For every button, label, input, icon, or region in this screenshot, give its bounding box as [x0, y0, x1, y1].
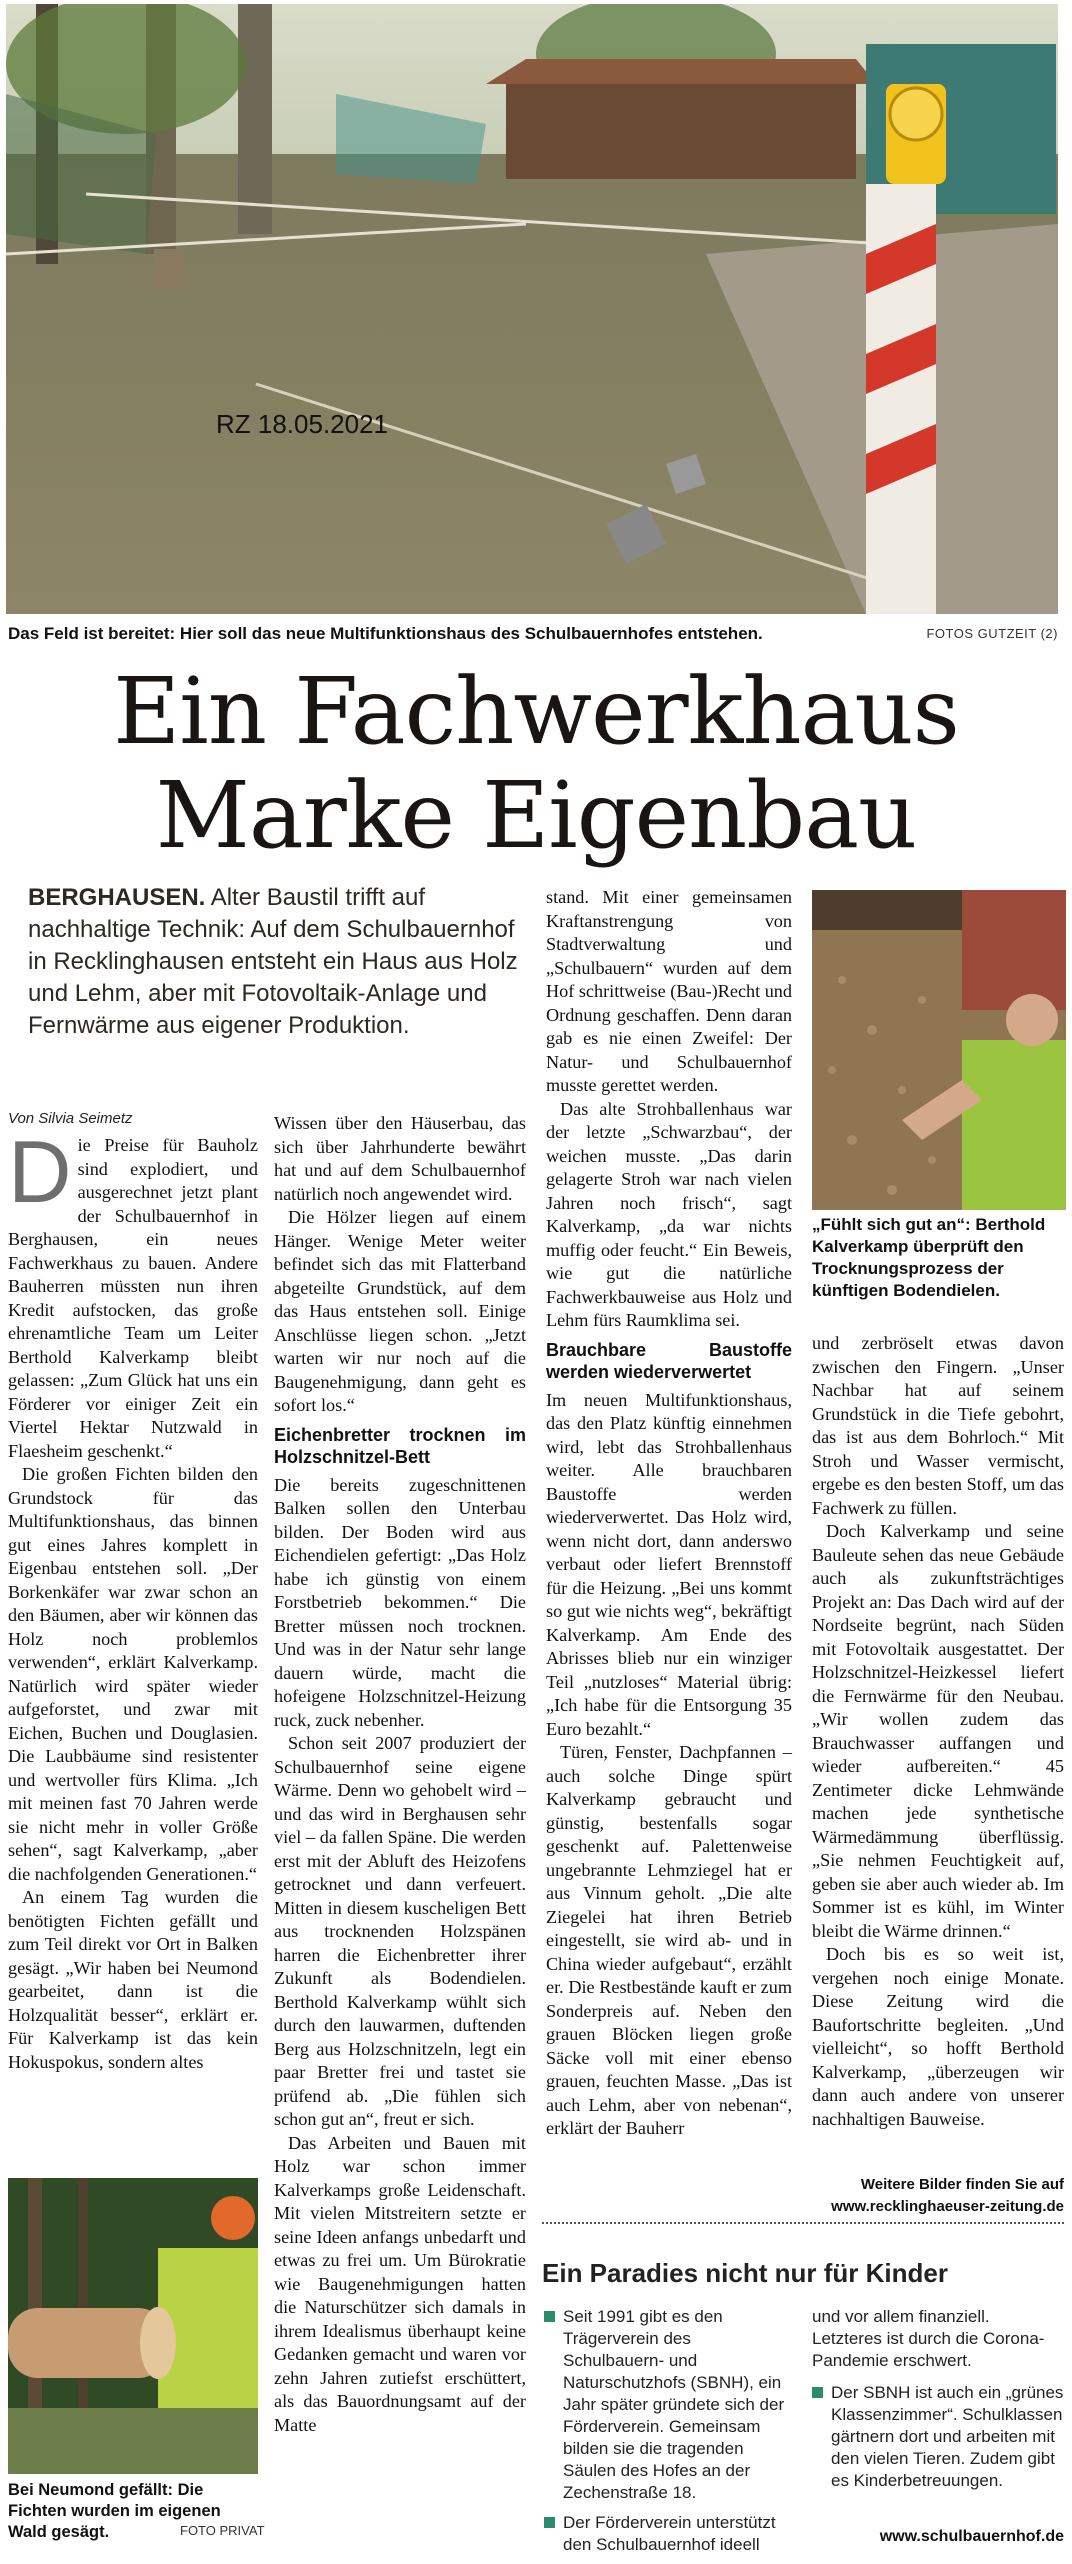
paragraph: Doch Kalverkamp und seine Bauleute sehen das neue Gebäude auch als zukunftsträchtiges Projekt an: Das Dach wird auf der Nordseite begrünt, nach Süden mit Fotovoltaik ausgestattet. Der Holzschnitzel-Heizkessel liefert die Fernwärme für den Neubau. „Wir wollen zudem das Brauchwasser auffangen und wieder aufbereiten.“ 45 Zentimeter dicke Lehmwände machen jede synthetische Wärmedämmung überflüssig. „Sie nehmen Feuchtigkeit auf, geben sie aber auch wieder ab. Im Sommer ist es kühl, im Winter bleibt die Wärme drinnen.“: [812, 1521, 1064, 1941]
paragraph: und zerbröselt etwas davon zwischen den Fingern. „Unser Nachbar hat auf seinem Grundstück in die Tiefe gebohrt, das ist aus dem Bohrloch.“ Mit Stroh und Wasser vermischt, ergebe es den besten Stoff, um das Fachwerk zu füllen.: [812, 1333, 1064, 1518]
more-pictures-note: [800, 2174, 1064, 2218]
paragraph: Schon seit 2007 produziert der Schulbauernhof seine eigene Wärme. Denn wo gehobelt wird – und das wird in Berghausen sehr viel – da fallen Späne. Die werden erst mit der Abluft des Heizofens getrocknet und dann verfeuert. Mitten in diesem kuscheligen Bett aus trocknenden Holzspänen harren die Eichenbretter ihrer Zukunft als Bodendielen. Berthold Kalverkamp wühlt sich durch den lauwarmen, duftenden Berg aus Holzschnitzeln, legt ein paar Bretter frei und tastet sie prüfend ab. „Die fühlen sich schon gut an“, freut er sich.: [274, 1733, 526, 2129]
paragraph: Das alte Strohballenhaus war der letzte „Schwarzbau“, der weichen musste. „Das darin gelagerte Stroh war nach vielen Jahren noch frisch“, sagt Kalverkamp, „da war nichts muffig oder feucht.“ Ein Beweis, wie gut die natürliche Fachwerkbauweise aus Holz und Lehm fürs Raumklima sei.: [546, 1098, 792, 1330]
article-column-4: [812, 1332, 1064, 2131]
paragraph-text: ie Preise für Bauholz sind explodiert, und ausgerechnet jetzt plant der Schulbauernhof in Berghausen, ein neues Fachwerkhaus zu bauen. Andere Bauherren müssten nun ihren Kredit aufstocken, das große ehrenamtliche Team um Leiter Berthold Kalverkamp bleibt gelassen: „Zum Glück hat uns ein Förderer vor einiger Zeit ein Viertel Hektar Nutzwald in Flaesheim geschenkt.“: [8, 1135, 258, 1461]
headline: [0, 660, 1072, 868]
bottom-photo-credit: FOTO PRIVAT: [180, 2523, 265, 2538]
bullet-square-icon: [812, 2387, 823, 2398]
paragraph: [8, 1122, 258, 1463]
drop-cap: D: [8, 1122, 72, 1221]
author-byline: Von Silvia Seimetz: [8, 1110, 133, 1127]
side-photo-caption: „Fühlt sich gut an“: Berthold Kalverkamp überprüft den Trocknungsprozess der künftigen Bodendielen.: [812, 1215, 1046, 1300]
hero-photo: [6, 4, 1058, 614]
article-column-3: [546, 886, 792, 2141]
hero-caption: Das Feld ist bereitet: Hier soll das neue Multifunktionshaus des Schulbauernhofes entstehen.: [8, 624, 763, 643]
website-link[interactable]: www.recklinghaeuser-zeitung.de: [831, 2198, 1064, 2215]
bullet-square-icon: [544, 2517, 555, 2528]
paragraph: An einem Tag wurden die benötigten Fichten gefällt und zum Teil direkt vor Ort in Balken gesägt. „Wir haben bei Neumond gearbeitet, dann ist die Holzqualität besser“, erklärt er. Für Kalverkamp ist das kein Hokuspokus, sondern altes: [8, 1887, 258, 2072]
info-bullet: [812, 2382, 1064, 2492]
paragraph: Doch bis es so weit ist, vergehen noch einige Monate. Diese Zeitung wird die Baufortschritte begleiten. „Und vielleicht“, so hofft Berthold Kalverkamp, „überzeugen wir dann auch andere von unserer nachhaltigen Bauweise.: [812, 1944, 1064, 2129]
paragraph: Das Arbeiten und Bauen mit Holz war schon immer Kalverkamps große Leidenschaft. Mit vielen Mitstreitern setzte er seine Ideen anfangs unbedarft und etwas zu frei um. Um Bürokratie wie Baugenehmigungen hatten die Naturschützer sich damals in ihrem Idealismus überhaupt keine Gedanken gemacht und waren vor zehn Jahren zutiefst erschüttert, als das Bauordnungsamt auf der Matte: [274, 2132, 526, 2435]
paragraph: Die großen Fichten bilden den Grundstock für das Multifunktionshaus, das binnen gut eines Jahres komplett in Eigenbau entstehen soll. „Der Borkenkäfer war zwar schon an den Bäumen, aber wir können das Holz noch problemlos verwenden“, erklärt Kalverkamp. Natürlich wird später wieder aufgeforstet, und zwar mit Eichen, Buchen und Douglasien. Die Laubbäume sind resistenter und wertvoller fürs Klima. „Ich mit meinen fast 70 Jahren werde sie nicht mehr in voller Größe sehen“, sagt Kalverkamp, „aber die nachfolgenden Generationen.“: [8, 1464, 258, 1884]
bullet-continuation: und vor allem finanziell. Letzteres ist durch die Corona-Pandemie erschwert.: [812, 2307, 1045, 2370]
tree-felling-illustration: [8, 2178, 258, 2474]
headline-line-1: Ein Fachwerkhaus: [113, 658, 959, 765]
lead-paragraph: [28, 882, 536, 1042]
subheading: Eichenbretter trocknen im Holzschnitzel-Bett: [274, 1424, 526, 1467]
paragraph: stand. Mit einer gemeinsamen Kraftanstrengung von Stadtverwaltung und „Schulbauern“ wurden auf dem Hof schrittweise (Bau-)Recht und Ordnung geschaffen. Denn daran gab es nie einen Zweifel: Der Natur- und Schulbauernhof musste gerettet werden.: [546, 887, 792, 1095]
info-box-column-2: [812, 2306, 1064, 2500]
bullet-text: Der SBNH ist auch ein „grünes Klassenzimmer“. Schulklassen gärtnern dort und arbeiten mit den vielen Tieren. Zudem gibt es Kinderbetreuungen.: [831, 2383, 1064, 2490]
article-column-2: [274, 1112, 526, 2437]
info-bullet: [544, 2512, 794, 2556]
woodchips-illustration: [812, 890, 1066, 1210]
paragraph: Türen, Fenster, Dachpfannen – auch solche Dinge spürt Kalverkamp gebraucht und günstig, bestenfalls sogar geschenkt auf. Palettenweise ungebrannte Lehmziegel hat er aus Vinnum geholt. „Die alte Ziegelei hat ihren Betrieb eingestellt, sie wird ab- und in China wieder aufgebaut“, erzählt er. Die Restbestände kauft er zum Sonderpreis auf. Neben den grauen Blöcken liegen große Säcke voll mit einer ebenso grauen, feuchten Masse. „Das ist auch Lehm, aber von nebenan“, erklärt der Bauherr: [546, 1742, 792, 2138]
paragraph: Die Hölzer liegen auf einem Hänger. Wenige Meter weiter befindet sich das mit Flatterband abgeteilte Grundstück, auf dem das Haus entstehen soll. Einige Anschlüsse liegen schon. „Jetzt warten wir nur noch auf die Baugenehmigung, dann geht es sofort los.“: [274, 1207, 526, 1415]
dateline: BERGHAUSEN.: [28, 884, 206, 911]
paragraph: Wissen über den Häuserbau, das sich über Jahrhunderte bewährt hat und auf dem Schulbauernhof natürlich noch angewendet wird.: [274, 1113, 526, 1204]
more-pictures-text: Weitere Bilder finden Sie auf: [860, 2176, 1064, 2193]
paragraph: Die bereits zugeschnittenen Balken sollen den Unterbau bilden. Der Boden wird aus Eichendielen gefertigt: „Das Holz habe ich günstig von einem Forstbetrieb bekommen.“ Die Bretter müssen noch trocknen. Und was in der Natur sehr lange dauern würde, macht die hofeigene Holzschnitzel-Heizung ruck, zuck nebenher.: [274, 1474, 526, 1730]
info-box-website-link[interactable]: www.schulbauernhof.de: [879, 2528, 1064, 2545]
side-photo: [812, 890, 1066, 1210]
subheading: Brauchbare Baustoffe werden wiederverwertet: [546, 1339, 792, 1382]
bottom-photo-caption: Bei Neumond gefällt: Die Fichten wurden im eigenen Wald gesägt.: [8, 2481, 221, 2541]
article-column-1: [8, 1122, 258, 2074]
bullet-text: Seit 1991 gibt es den Trägerverein des Schulbauern- und Naturschutzhofs (SBNH), ein Jahr später gründete sich der Förderverein. Gemeinsam bilden sie die tragenden Säulen des Hofes an der Zechenstraße 18.: [563, 2307, 785, 2502]
bullet-text: Der Förderverein unterstützt den Schulbauernhof ideell: [563, 2513, 776, 2554]
info-bullet: [544, 2306, 794, 2504]
bullet-square-icon: [544, 2311, 555, 2322]
construction-site-illustration: [6, 4, 1058, 614]
paragraph: Im neuen Multifunktionshaus, das den Platz künftig einnehmen wird, lebt das Strohballenhaus weiter. Alle brauchbaren Baustoffe werden wiederverwertet. Das Holz wird, wenn nicht dort, dann anderswo verbaut oder liefert Brennstoff für die Heizung. „Bei uns kommt so gut wie nichts weg“, bekräftigt Kalverkamp. Am Ende des Abrisses blieb nur ein winziger Teil „nutzloses“ Material übrig: „Ich habe für die Entsorgung 35 Euro bezahlt.“: [546, 1389, 792, 1739]
info-box-divider: [542, 2222, 1064, 2224]
lead-text: Alter Baustil trifft auf nachhaltige Technik: Auf dem Schulbauernhof in Recklinghausen entsteht ein Haus aus Holz und Lehm, aber mit Fotovoltaik-Anlage und Fernwärme aus eigener Produktion.: [28, 884, 518, 1039]
bottom-photo: [8, 2178, 258, 2474]
info-box-title: Ein Paradies nicht nur für Kinder: [542, 2258, 948, 2288]
hero-photo-credit: FOTOS GUTZEIT (2): [926, 626, 1058, 641]
info-box-column-1: [544, 2306, 794, 2564]
headline-line-2: Marke Eigenbau: [155, 762, 917, 869]
photo-date-stamp: RZ 18.05.2021: [216, 409, 389, 439]
